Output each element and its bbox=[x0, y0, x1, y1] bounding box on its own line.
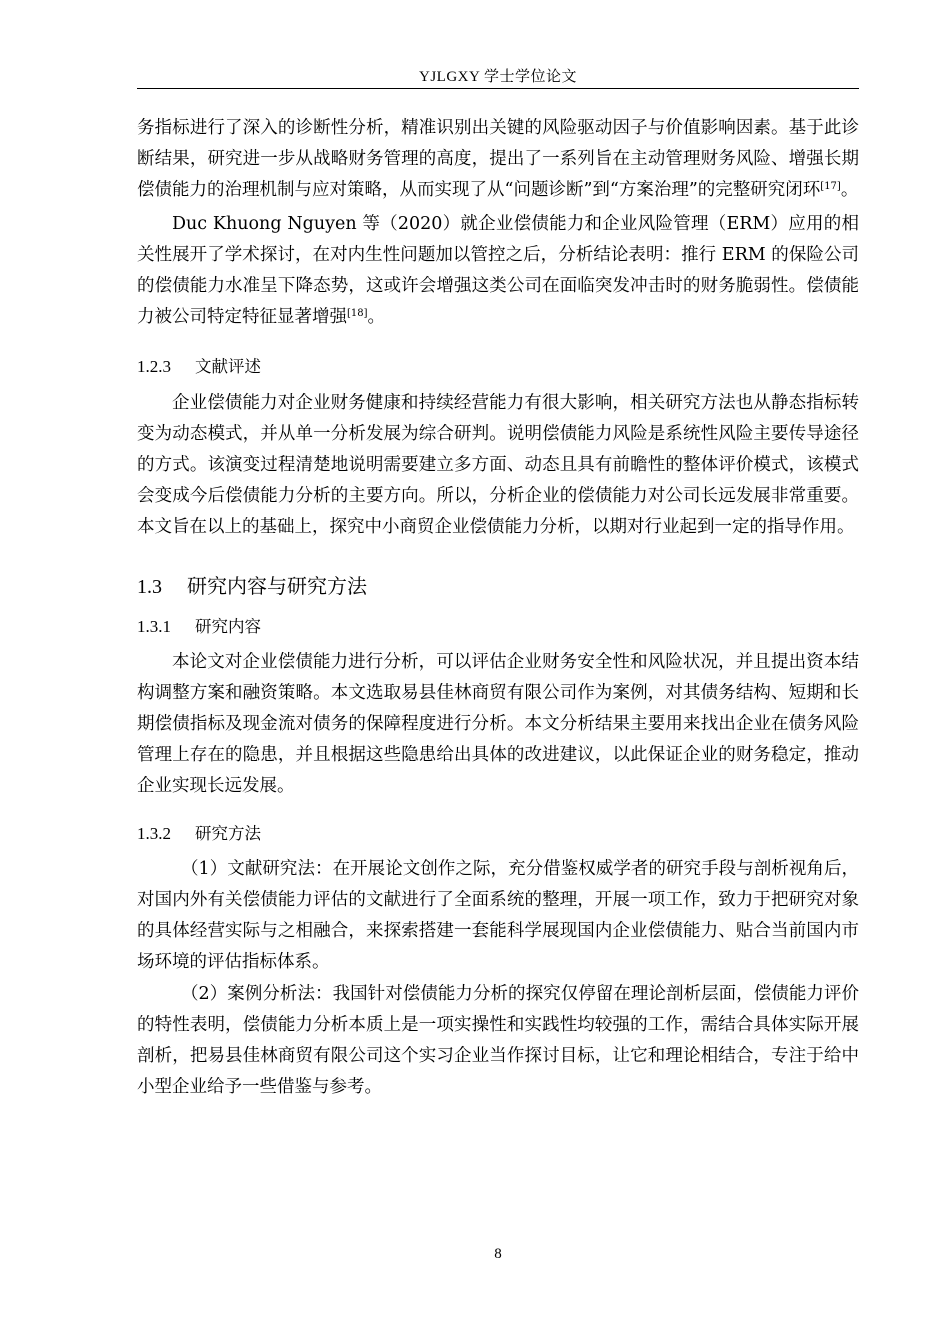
section-heading-1-3-2 bbox=[137, 822, 859, 846]
heading-text: 研究内容 bbox=[195, 617, 261, 636]
paragraph-method-literature: （1）文献研究法：在开展论文创作之际，充分借鉴权威学者的研究手段与剖析视角后，对国内外有关偿债能力评估的文献进行了全面系统的整理，开展一项工作，致力于把研究对象的具体经营实际与之相融合，来探索搭建一套能科学展现国内企业偿债能力、贴合当前国内市场环境的评估指标体系。 bbox=[137, 859, 859, 972]
page-header: YJLGXY 学士学位论文 bbox=[418, 69, 578, 85]
citation-ref: [17] bbox=[820, 181, 841, 192]
paragraph-literature-review: 企业偿债能力对企业财务健康和持续经营能力有很大影响，相关研究方法也从静态指标转变为动态模式，并从单一分析发展为综合研判。说明偿债能力风险是系统性风险主要传导途径的方式。该演变过程清楚地说明需要建立多方面、动态且具有前瞻性的整体评价模式，该模式会变成今后偿债能力分析的主要方向。所以，分析企业的偿债能力对公司长远发展非常重要。本文旨在以上的基础上，探究中小商贸企业偿债能力分析，以期对行业起到一定的指导作用。 bbox=[137, 393, 859, 537]
paragraph-text: Duc Khuong Nguyen 等（2020）就企业偿债能力和企业风险管理（ERM）应用的相关性展开了学术探讨，在对内生性问题加以管控之后，分析结论表明：推行 ERM 的保险公司的偿债能力水准呈下降态势，这或许会增强这类公司在面临突发冲击时的财务脆弱性。偿债能力被公司特定特征显著增强 bbox=[137, 214, 859, 327]
page-number: 8 bbox=[494, 1246, 502, 1262]
paragraph-continued bbox=[137, 113, 859, 206]
paragraph-nguyen bbox=[137, 209, 859, 333]
header-divider bbox=[137, 88, 859, 89]
paragraph-text: 务指标进行了深入的诊断性分析，精准识别出关键的风险驱动因子与价值影响因素。基于此诊断结果，研究进一步从战略财务管理的高度，提出了一系列旨在主动管理财务风险、增强长期偿债能力的治理机制与应对策略，从而实现了从“问题诊断”到“方案治理”的完整研究闭环 bbox=[137, 118, 859, 200]
paragraph-end: 。 bbox=[840, 180, 859, 200]
heading-text: 研究方法 bbox=[195, 824, 261, 843]
citation-ref: [18] bbox=[347, 308, 368, 319]
heading-text: 研究内容与研究方法 bbox=[187, 574, 367, 598]
heading-number: 1.3.1 bbox=[137, 617, 171, 636]
heading-number: 1.2.3 bbox=[137, 357, 171, 376]
heading-number: 1.3 bbox=[137, 576, 162, 598]
section-heading-1-3-1 bbox=[137, 615, 859, 639]
paragraph-end: 。 bbox=[367, 307, 386, 327]
paragraph-method-case: （2）案例分析法：我国针对偿债能力分析的探究仅停留在理论剖析层面，偿债能力评价的特性表明，偿债能力分析本质上是一项实操性和实践性均较强的工作，需结合具体实际开展剖析，把易县佳林商贸有限公司这个实习企业当作探讨目标，让它和理论相结合，专注于给中小型企业给予一些借鉴与参考。 bbox=[137, 984, 859, 1097]
heading-number: 1.3.2 bbox=[137, 824, 171, 843]
section-heading-1-3 bbox=[137, 572, 859, 600]
heading-text: 文献评述 bbox=[195, 357, 261, 376]
page-body bbox=[137, 113, 859, 1103]
paragraph-research-content: 本论文对企业偿债能力进行分析，可以评估企业财务安全性和风险状况，并且提出资本结构调整方案和融资策略。本文选取易县佳林商贸有限公司作为案例，对其债务结构、短期和长期偿债指标及现金流对债务的保障程度进行分析。本文分析结果主要用来找出企业在债务风险管理上存在的隐患，并且根据这些隐患给出具体的改进建议，以此保证企业的财务稳定，推动企业实现长远发展。 bbox=[137, 652, 859, 796]
section-heading-1-2-3 bbox=[137, 355, 859, 379]
